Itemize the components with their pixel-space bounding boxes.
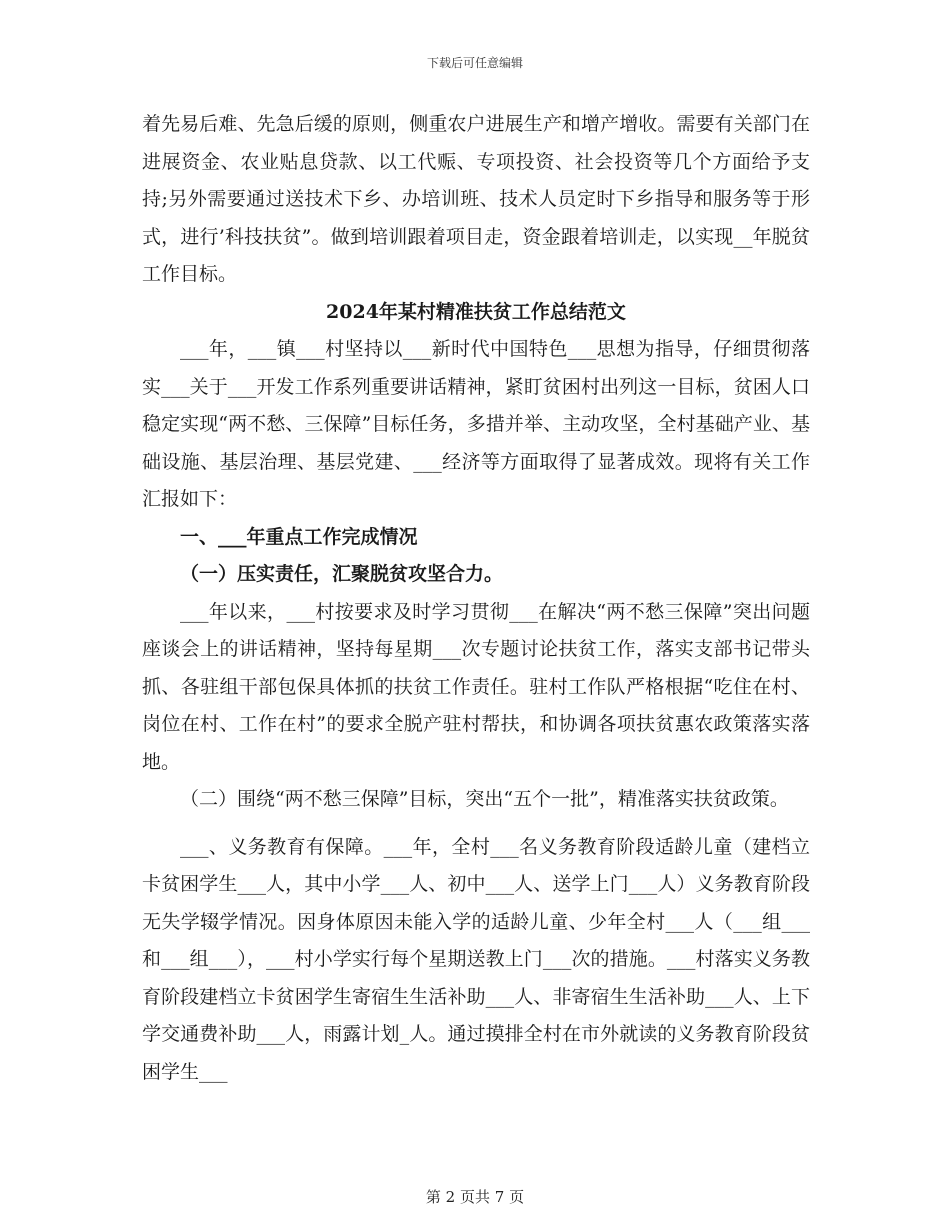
- document-title: 2024年某村精准扶贫工作总结范文: [326, 300, 626, 323]
- document-body: [142, 106, 810, 1091]
- paragraph-2: ___年以来，___村按要求及时学习贯彻___在解决“两不愁三保障”突出问题座谈会上的讲话精神，坚持每星期___次专题讨论扶贫工作，落实支部书记带头抓、各驻组干部包保具体抓的扶贫工作责任。驻村工作队严格根据“吃住在村、岗位在村、工作在村”的要求全脱产驻村帮扶，和协调各项扶贫惠农政策落实落地。: [142, 600, 810, 773]
- intro-paragraph: 着先易后难、先急后缓的原则，侧重农户进展生产和增产增收。需要有关部门在进展资金、农业贴息贷款、以工代赈、专项投资、社会投资等几个方面给予支持;另外需要通过送技术下乡、办培训班、技术人员定时下乡指导和服务等于形式，进行’科技扶贫”。做到培训跟着项目走，资金跟着培训走，以实现__年脱贫工作目标。: [142, 113, 810, 285]
- page-header: 下载后可任意编辑: [426, 56, 523, 70]
- paragraph-3: （二）围绕“两不愁三保障”目标，突出“五个一批”，精准落实扶贫政策。: [180, 788, 789, 810]
- paragraph-1: ___年，___镇___村坚持以___新时代中国特色___思想为指导，仔细贯彻落实___关于___开发工作系列重要讲话精神，紧盯贫困村出列这一目标，贫困人口稳定实现“两不愁、三保障”目标任务，多措并举、主动攻坚，全村基础产业、基础设施、基层治理、基层党建、___经济等方面取得了显著成效。现将有关工作汇报如下：: [142, 338, 810, 510]
- section-heading-1: 一、___年重点工作完成情况: [180, 525, 418, 548]
- subsection-heading-1: （一）压实责任，汇聚脱贫攻坚合力。: [180, 563, 504, 585]
- paragraph-4: ___、义务教育有保障。___年，全村___名义务教育阶段适龄儿童（建档立卡贫困学生___人，其中小学___人、初中___人、送学上门___人）义务教育阶段无失学辍学情况。因身体原因未能入学的适龄儿童、少年全村___人（___组___和___组___），___村小学实行每个星期送教上门___次的措施。___村落实义务教育阶段建档立卡贫困学生寄宿生生活补助___人、非寄宿生生活补助___人、上下学交通费补助___人，雨露计划_人。通过摸排全村在市外就读的义务教育阶段贫困学生___: [142, 835, 810, 1083]
- page-footer: 第 2 页共 7 页: [425, 1188, 525, 1206]
